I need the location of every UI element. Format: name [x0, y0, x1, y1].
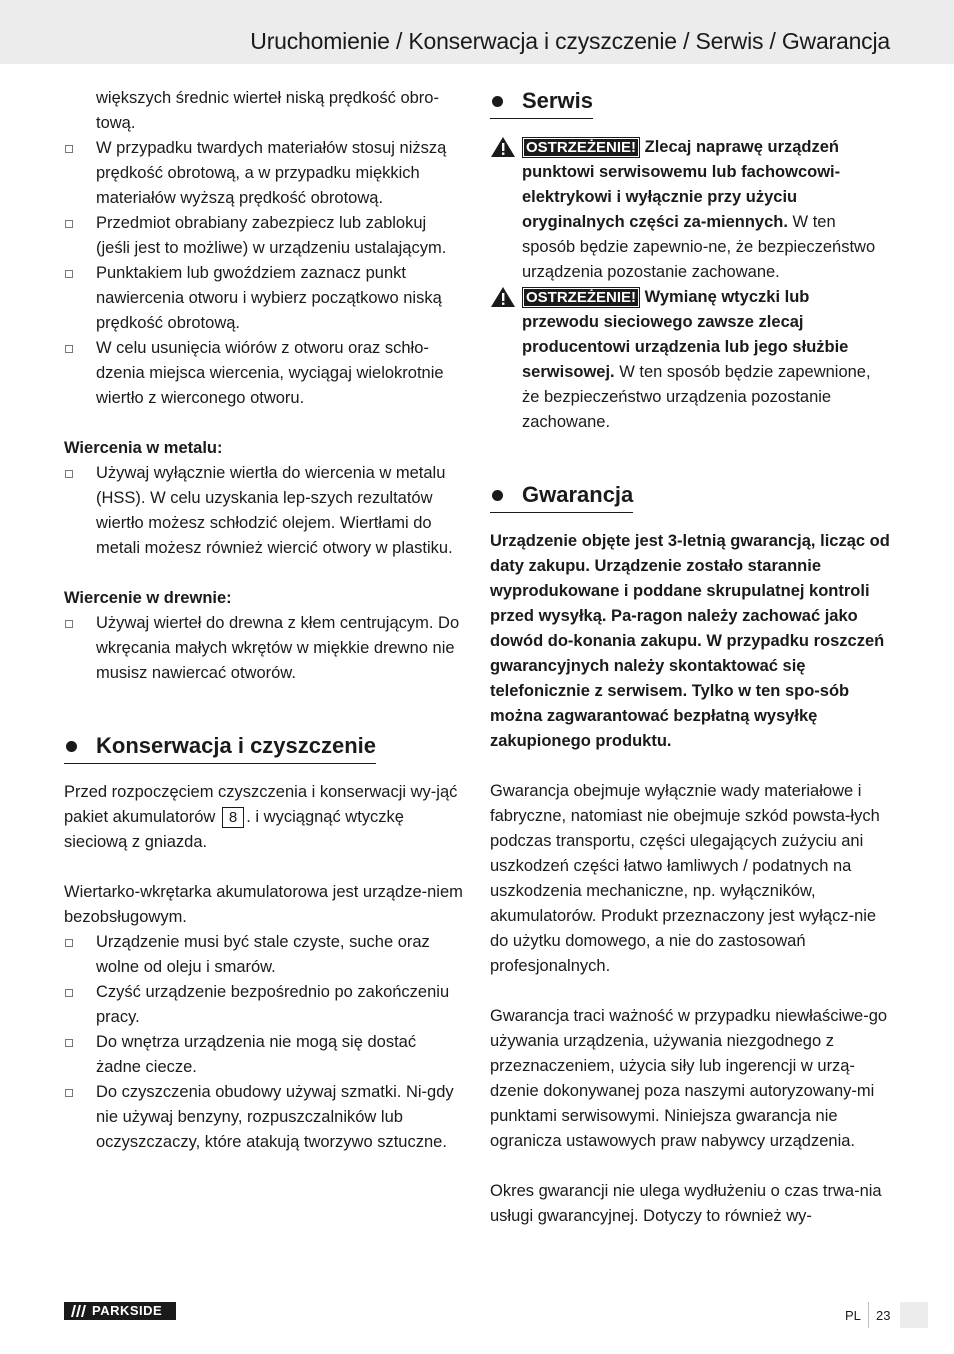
bullet-box-icon [65, 220, 73, 228]
metal-heading: Wiercenia w metalu: [64, 439, 223, 457]
list-item: W przypadku twardych materiałów stosuj niższą prędkość obrotową, a w przypadku miękkich materiałów wyższą prędkość obrotową. [64, 136, 464, 211]
part-reference: 8 [222, 807, 244, 828]
bullet-box-icon [65, 1039, 73, 1047]
warranty-paragraph-3: Gwarancja traci ważność w przypadku niewłaściwe-go używania urządzenia, używania niezgodnego z przeznaczeniem, użycia siły lub ingerencji w urzą-dzenie dokonywanej poza naszymi autoryzowany-mi punktami serwisowymi. Niniejsza gwarancja nie ogranicza ustawowych praw nabywcy urządzenia. [490, 1007, 888, 1150]
bullet-box-icon [65, 470, 73, 478]
warranty-intro: Urządzenie objęte jest 3-letnią gwarancją, licząc od daty zakupu. Urządzenie zostało starannie wyprodukowane i poddane skrupulatnej kontroli przed wysyłką. Pa-ragon należy zachować jako dowód do-konania zakupu. W przypadku roszczeń gwarancyjnych należy skontaktować się telefonicznie z serwisem. Tylko w ten spo-sób można zagwarantować bezpłatną wysyłkę zakupionego produktu. [490, 532, 890, 750]
language-code: PL [845, 1308, 861, 1323]
warning-triangle-icon [490, 136, 516, 158]
list-item: Czyść urządzenie bezpośrednio po zakończeniu pracy. [64, 980, 464, 1030]
list-item: Używaj wyłącznie wiertła do wiercenia w metalu (HSS). W celu uzyskania lep-szych rezultatów wiertło możesz schłodzić olejem. Wiertłami do metali możesz również wiercić otwory w plastiku. [64, 461, 464, 561]
bullet-box-icon [65, 939, 73, 947]
bullet-box-icon [65, 1089, 73, 1097]
service-warning-1: OSTRZEŻENIE! Zlecaj naprawę urządzeń punktowi serwisowemu lub fachowcowi-elektrykowi i wyłącznie przy użyciu oryginalnych części za-miennych. W ten sposób będzie zapewnio-ne, że bezpieczeństwo urządzenia pozostanie zachowane. [490, 135, 890, 285]
list-item: Urządzenie musi być stale czyste, suche oraz wolne od oleju i smarów. [64, 930, 464, 980]
bullet-box-icon [65, 989, 73, 997]
bullet-dot-icon [66, 741, 77, 752]
list-item: Punktakiem lub gwoździem zaznacz punkt nawiercenia otworu i wybierz początkowo niską prędkość obrotową. [64, 261, 464, 336]
warranty-heading: Gwarancja [490, 480, 633, 513]
brand-logo [64, 1302, 176, 1320]
right-column [490, 86, 890, 1229]
logo-stripes-icon [67, 1302, 89, 1320]
page-number: 23 [876, 1308, 891, 1323]
bullet-box-icon [65, 345, 73, 353]
warning-triangle-icon [490, 286, 516, 308]
intro-continuation: większych średnic wierteł niską prędkość obro-tową. [96, 89, 439, 132]
footer-divider [868, 1302, 869, 1328]
maintenance-heading: Konserwacja i czyszczenie [64, 731, 376, 764]
warranty-paragraph-2: Gwarancja obejmuje wyłącznie wady materiałowe i fabryczne, natomiast nie obejmuje szkód powsta-łych podczas transportu, części ulegających zużyciu ani uszkodzeń części łatwo łamliwych / podatnych na uszkodzenia mechaniczne, np. wyłączników, akumulatorów. Produkt przeznaczony jest wyłącz-nie do użytku domowego, a nie do zastosowań profesjonalnych. [490, 782, 880, 975]
list-item: Używaj wierteł do drewna z kłem centrującym. Do wkręcania małych wkrętów w miękkie drewno nie musisz nawiercać otworów. [64, 611, 464, 686]
footer-tab [900, 1302, 928, 1328]
list-item: Do czyszczenia obudowy używaj szmatki. Ni-gdy nie używaj benzyny, rozpuszczalników lub oczyszczaczy, które atakują tworzywo sztuczne. [64, 1080, 464, 1155]
service-warning-2: OSTRZEŻENIE! Wymianę wtyczki lub przewodu sieciowego zawsze zlecaj producentowi urządzenia lub jego służbie serwisowej. W ten sposób będzie zapewnione, że bezpieczeństwo urządzenia pozostanie zachowane. [490, 285, 890, 435]
maintenance-paragraph-2: Wiertarko-wkrętarka akumulatorowa jest urządze-niem bezobsługowym. [64, 883, 463, 926]
list-item: Przedmiot obrabiany zabezpiecz lub zablokuj (jeśli jest to możliwe) w urządzeniu ustalającym. [64, 211, 464, 261]
list-item: W celu usunięcia wiórów z otworu oraz schło-dzenia miejsca wiercenia, wyciągaj wielokrotnie wiertło z wierconego otworu. [64, 336, 464, 411]
warning-label: OSTRZEŻENIE! [522, 137, 640, 158]
service-heading: Serwis [490, 86, 593, 119]
bullet-dot-icon [492, 490, 503, 501]
left-column [64, 86, 464, 1155]
warranty-paragraph-4: Okres gwarancji nie ulega wydłużeniu o czas trwa-nia usługi gwarancyjnej. Dotyczy to również wy- [490, 1182, 882, 1225]
bullet-box-icon [65, 270, 73, 278]
bullet-dot-icon [492, 96, 503, 107]
wood-heading: Wiercenie w drewnie: [64, 589, 232, 607]
maintenance-paragraph-1: Przed rozpoczęciem czyszczenia i konserwacji wy-jąć pakiet akumulatorów 8 . i wyciągnąć wtyczkę sieciową z gniazda. [64, 783, 458, 851]
list-item: Do wnętrza urządzenia nie mogą się dostać żadne ciecze. [64, 1030, 464, 1080]
bullet-box-icon [65, 145, 73, 153]
warning-label: OSTRZEŻENIE! [522, 287, 640, 308]
page-title: Uruchomienie / Konserwacja i czyszczenie / Serwis / Gwarancja [250, 28, 890, 54]
bullet-box-icon [65, 620, 73, 628]
brand-name: PARKSIDE [92, 1303, 163, 1318]
